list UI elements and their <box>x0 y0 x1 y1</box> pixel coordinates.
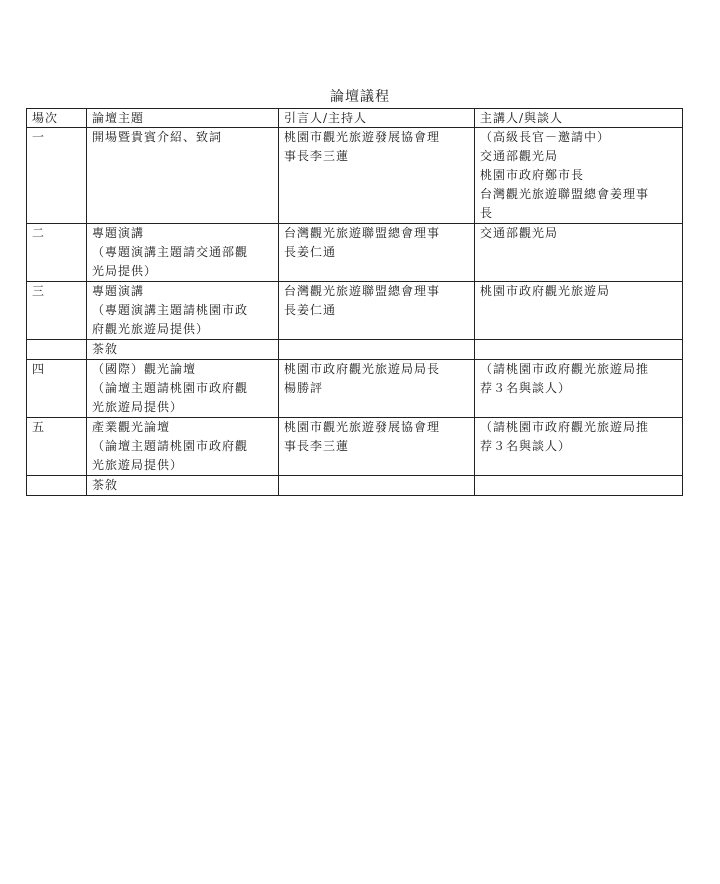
page-title: 論壇議程 <box>330 89 390 105</box>
table-row <box>27 340 683 360</box>
topic-line: 府觀光旅遊局提供） <box>92 322 210 336</box>
column-header-moderator: 引言人/主持人 <box>279 109 475 128</box>
moderator-line: 事長李三蓮 <box>284 439 350 453</box>
topic-cell <box>87 128 279 224</box>
moderator-line: 桃園市政府觀光旅遊局局長 <box>284 362 441 376</box>
agenda-table <box>26 108 683 496</box>
topic-cell <box>87 418 279 476</box>
session-cell: 三 <box>27 282 87 340</box>
topic-line: 茶敘 <box>92 478 119 492</box>
moderator-cell <box>279 360 475 418</box>
table-row <box>27 282 683 340</box>
topic-line: 專題演講 <box>92 226 145 240</box>
moderator-line: 長姜仁通 <box>284 245 337 259</box>
speakers-line: （高級長官－邀請中） <box>480 130 611 144</box>
moderator-line: 長姜仁通 <box>284 303 337 317</box>
topic-cell <box>87 476 279 496</box>
agenda-body <box>27 128 683 496</box>
moderator-cell <box>279 224 475 282</box>
topic-cell <box>87 224 279 282</box>
moderator-line: 楊勝評 <box>284 381 324 395</box>
session-cell: 一 <box>27 128 87 224</box>
topic-line: （專題演講主題請交通部觀 <box>92 245 249 259</box>
topic-line: 光旅遊局提供） <box>92 458 184 472</box>
speakers-cell <box>475 282 683 340</box>
topic-line: 專題演講 <box>92 284 145 298</box>
topic-line: 產業觀光論壇 <box>92 420 171 434</box>
column-header-speakers: 主講人/與談人 <box>475 109 683 128</box>
column-header-topic: 論壇主題 <box>87 109 279 128</box>
session-cell: 五 <box>27 418 87 476</box>
speakers-line: （請桃園市政府觀光旅遊局推 <box>480 362 650 376</box>
speakers-line: 交通部觀光局 <box>480 149 559 163</box>
speakers-line: 荐３名與談人） <box>480 439 572 453</box>
moderator-cell <box>279 340 475 360</box>
moderator-line: 台灣觀光旅遊聯盟總會理事 <box>284 284 441 298</box>
topic-cell <box>87 340 279 360</box>
table-row <box>27 128 683 224</box>
speakers-line: （請桃園市政府觀光旅遊局推 <box>480 420 650 434</box>
moderator-line: 桃園市觀光旅遊發展協會理 <box>284 420 441 434</box>
speakers-line: 長 <box>480 206 494 220</box>
session-cell: 二 <box>27 224 87 282</box>
topic-line: 茶敘 <box>92 342 119 356</box>
session-cell: 四 <box>27 360 87 418</box>
speakers-line: 桃園市政府鄭市長 <box>480 168 585 182</box>
moderator-line: 桃園市觀光旅遊發展協會理 <box>284 130 441 144</box>
speakers-line: 荐３名與談人） <box>480 381 572 395</box>
speakers-line: 交通部觀光局 <box>480 226 559 240</box>
moderator-cell <box>279 476 475 496</box>
topic-line: （國際）觀光論壇 <box>92 362 197 376</box>
topic-line: 光旅遊局提供） <box>92 400 184 414</box>
topic-cell <box>87 282 279 340</box>
table-row <box>27 418 683 476</box>
speakers-cell <box>475 418 683 476</box>
table-row <box>27 360 683 418</box>
speakers-cell <box>475 476 683 496</box>
topic-line: （論壇主題請桃園市政府觀 <box>92 381 249 395</box>
speakers-line: 桃園市政府觀光旅遊局 <box>480 284 611 298</box>
topic-line: （論壇主題請桃園市政府觀 <box>92 439 249 453</box>
speakers-cell <box>475 360 683 418</box>
topic-line: （專題演講主題請桃園市政 <box>92 303 249 317</box>
speakers-cell <box>475 128 683 224</box>
speakers-cell <box>475 340 683 360</box>
table-row <box>27 224 683 282</box>
moderator-cell <box>279 282 475 340</box>
moderator-line: 台灣觀光旅遊聯盟總會理事 <box>284 226 441 240</box>
topic-cell <box>87 360 279 418</box>
header-row <box>27 109 683 128</box>
speakers-cell <box>475 224 683 282</box>
moderator-line: 事長李三蓮 <box>284 149 350 163</box>
session-cell <box>27 340 87 360</box>
speakers-line: 台灣觀光旅遊聯盟總會姜理事 <box>480 187 650 201</box>
table-row <box>27 476 683 496</box>
topic-line: 開場暨貴賓介紹、致詞 <box>92 130 223 144</box>
moderator-cell <box>279 418 475 476</box>
session-cell <box>27 476 87 496</box>
topic-line: 光局提供） <box>92 264 158 278</box>
moderator-cell <box>279 128 475 224</box>
column-header-session: 場次 <box>27 109 87 128</box>
